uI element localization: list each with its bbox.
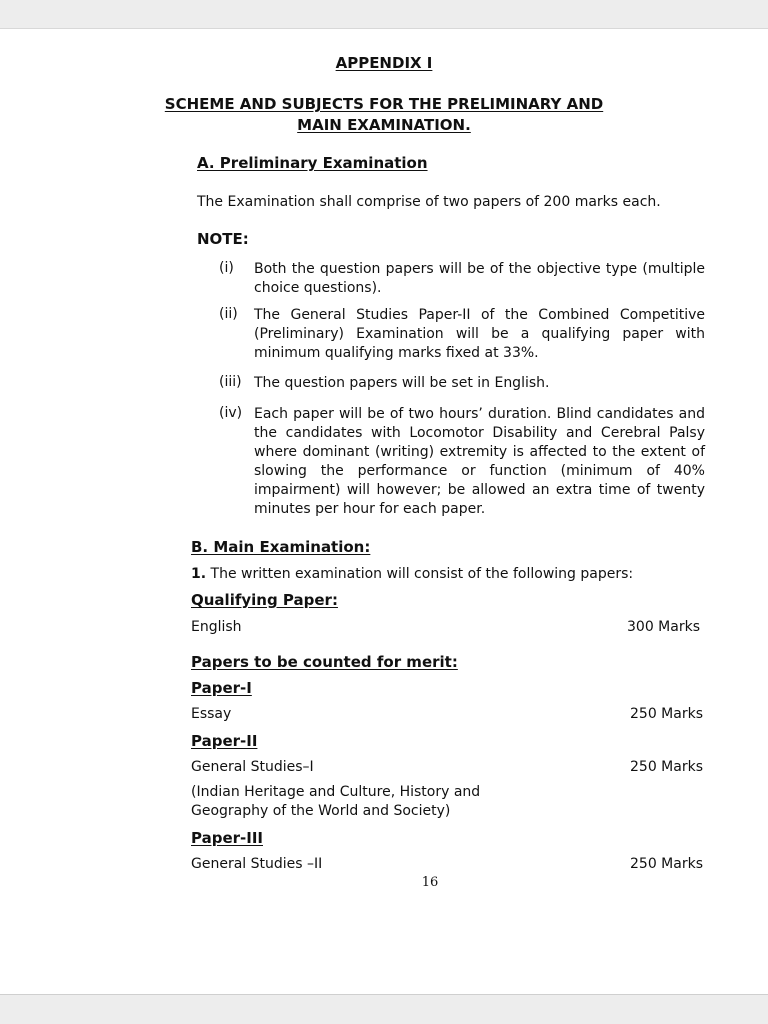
subtitle-line1: SCHEME AND SUBJECTS FOR THE PRELIMINARY AND: [164, 95, 604, 113]
english-subject: English: [191, 619, 242, 635]
note-3-number: (iii): [219, 374, 242, 390]
page-number: 16: [421, 875, 439, 890]
merit-papers-heading: Papers to be counted for merit:: [191, 653, 458, 671]
section-a-heading: A. Preliminary Examination: [197, 154, 428, 172]
main-exam-point-1: [191, 565, 633, 584]
note-1-text: Both the question papers will be of the objective type (multiple choice questions).: [254, 261, 705, 296]
paper-3-marks: 250 Marks: [630, 856, 703, 872]
note-3-text: The question papers will be set in English.: [254, 375, 550, 391]
preliminary-intro: The Examination shall comprise of two papers of 200 marks each.: [197, 194, 661, 210]
paper-2-desc-line2: Geography of the World and Society): [191, 803, 451, 819]
paper-3-subject: General Studies –II: [191, 856, 323, 872]
paper-2-desc-line1: (Indian Heritage and Culture, History and: [191, 784, 481, 800]
paper-2-subject: General Studies–I: [191, 759, 314, 775]
qualifying-paper-heading: Qualifying Paper:: [191, 591, 338, 609]
point-number: 1.: [191, 566, 207, 582]
point-text: The written examination will consist of the following papers:: [206, 566, 634, 582]
note-1-number: (i): [219, 260, 234, 276]
note-2-number: (ii): [219, 306, 238, 322]
paper-1-subject: Essay: [191, 706, 232, 722]
note-2-text: The General Studies Paper-II of the Combined Competitive (Preliminary) Examination will be a qualifying paper with minimum qualifying marks fixed at 33%.: [254, 307, 705, 361]
appendix-title: APPENDIX I: [335, 54, 433, 72]
section-b-heading: B. Main Examination:: [191, 538, 371, 556]
note-4-text: Each paper will be of two hours’ duration. Blind candidates and the candidates with Locomotor Disability and Cerebral Palsy where dominant (writing) extremity is affected to the extent of slowing the performance or function (minimum of 40% impairment) will however; be allowed an extra time of twenty minutes per hour for each paper.: [254, 406, 705, 517]
paper-3-heading: Paper-III: [191, 829, 263, 847]
paper-1-heading: Paper-I: [191, 679, 252, 697]
english-marks: 300 Marks: [627, 619, 700, 635]
note-4-number: (iv): [219, 405, 243, 421]
note-label: NOTE:: [197, 230, 249, 248]
paper-1-marks: 250 Marks: [630, 706, 703, 722]
paper-2-marks: 250 Marks: [630, 759, 703, 775]
subtitle-line2: MAIN EXAMINATION.: [297, 116, 471, 134]
paper-2-heading: Paper-II: [191, 732, 258, 750]
